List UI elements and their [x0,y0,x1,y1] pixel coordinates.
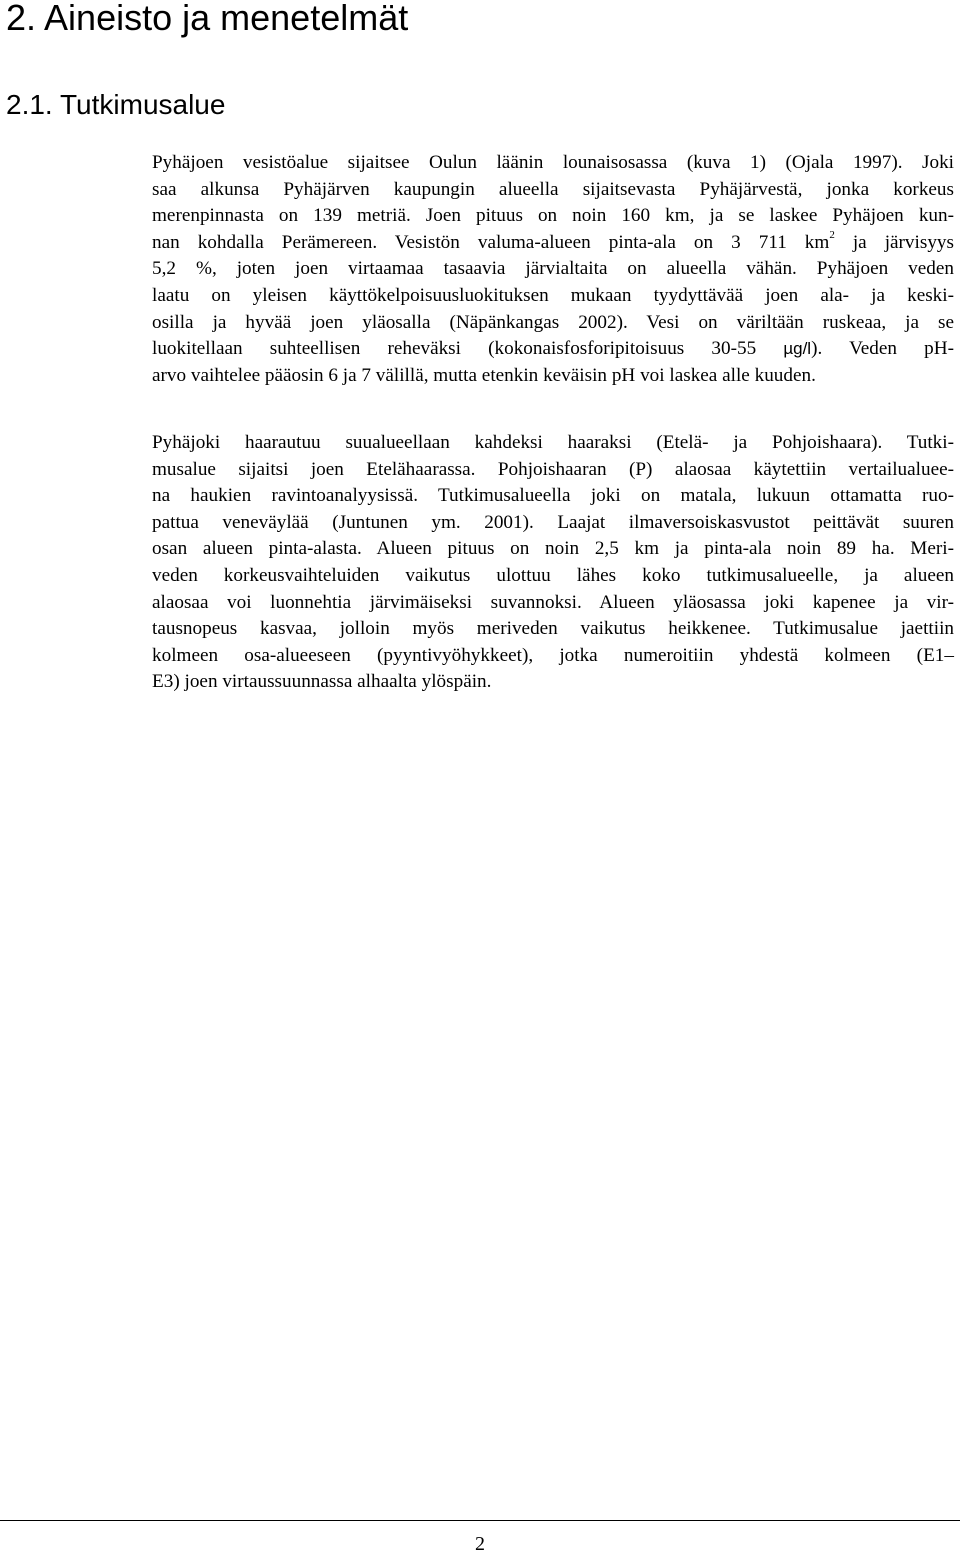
text-fragment: nan kohdalla Perämereen. Vesistön valuma-alueen pinta-ala on 3 711 km [152,231,830,253]
text-line: laatu on yleisen käyttökelpoisuusluokituksen mukaan tyydyttävää joen ala- ja keski- [152,284,954,306]
text-line: na haukien ravintoanalyysissä. Tutkimusalueella joki on matala, lukuun ottamatta ruo- [152,485,954,507]
text-line: osilla ja hyvää joen yläosalla (Näpänkangas 2002). Vesi on väriltään ruskeaa, ja se [152,311,954,333]
text-line: osan alueen pinta-alasta. Alueen pituus on noin 2,5 km ja pinta-ala noin 89 ha. Meri- [152,538,954,560]
paragraph-study-area-overview [152,150,954,389]
text-line: tausnopeus kasvaa, jolloin myös meriveden vaikutus heikkenee. Tutkimusalue jaettiin [152,618,954,640]
text-fragment: luokitellaan suhteellisen reheväksi (kokonaisfosforipitoisuus 30-55 [152,338,784,360]
page-number: 2 [475,1533,485,1555]
text-line: veden korkeusvaihteluiden vaikutus ulottuu lähes koko tutkimusalueelle, ja alueen [152,564,954,586]
text-fragment: ja järvisyys [834,231,954,253]
text-line: merenpinnasta on 139 metriä. Joen pituus on noin 160 km, ja se laskee Pyhäjoen kun- [152,205,954,227]
superscript: 2 [829,229,835,242]
text-line: saa alkunsa Pyhäjärven kaupungin alueella sijaitsevasta Pyhäjärvestä, jonka korkeus [152,178,954,200]
text-line: musalue sijaitsi joen Etelähaarassa. Pohjoishaaran (P) alaosaa käytettiin vertailualuee- [152,458,954,480]
text-line [152,230,954,257]
text-line: Pyhäjoen vesistöalue sijaitsee Oulun läänin lounaisosassa (kuva 1) (Ojala 1997). Joki [152,152,954,173]
text-fragment: ). Veden pH- [811,338,955,360]
section-heading: 2. Aineisto ja menetelmät [6,0,409,38]
text-line: E3) joen virtaussuunnassa alhaalta ylöspäin. [152,671,492,693]
text-line: kolmeen osa-alueeseen (pyyntivyöhykkeet), jotka numeroitiin yhdestä kolmeen (E1– [152,644,954,666]
text-line [152,336,954,363]
text-line: alaosaa voi luonnehtia järvimäiseksi suvannoksi. Alueen yläosassa joki kapenee ja vir- [152,591,954,613]
paragraph-study-site-details [152,430,954,696]
text-line: pattua veneväylää (Juntunen ym. 2001). Laajat ilmaversoiskasvustot peittävät suuren [152,511,954,533]
text-line: 5,2 %, joten joen virtaamaa tasaavia järvialtaita on alueella vähän. Pyhäjoen veden [152,258,954,280]
text-line: Pyhäjoki haarautuu suualueellaan kahdeksi haaraksi (Etelä- ja Pohjoishaara). Tutki- [152,432,954,453]
subsection-heading: 2.1. Tutkimusalue [6,89,226,120]
footer-divider [0,1520,960,1521]
text-line: arvo vaihtelee pääosin 6 ja 7 välillä, mutta etenkin keväisin pH voi laskea alle kuuden. [152,364,816,386]
unit-text: µg/l [783,339,812,359]
